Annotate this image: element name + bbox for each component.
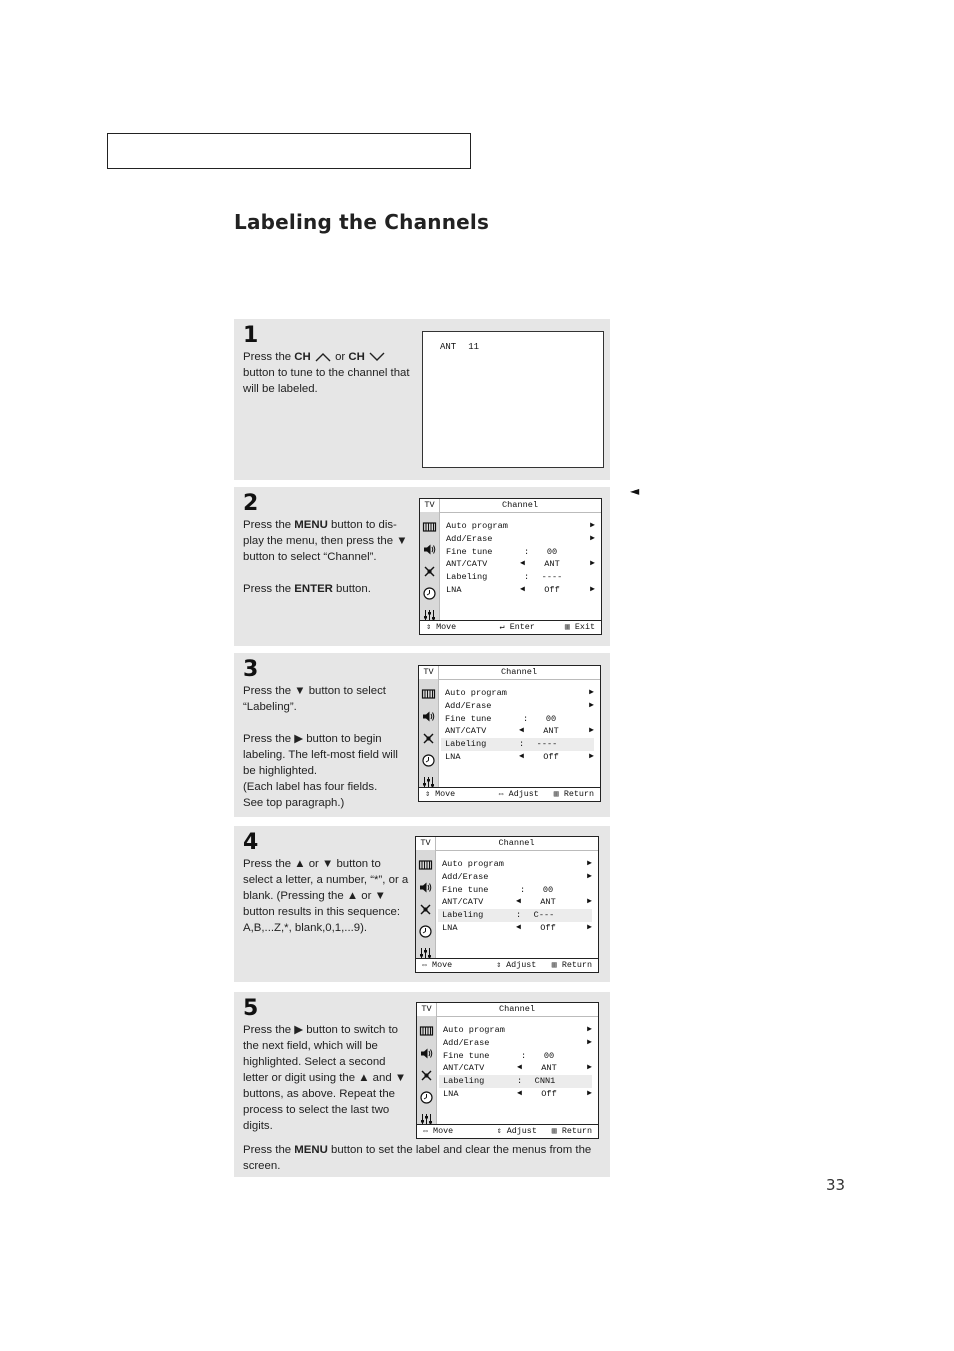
menu-title: Channel [436,1003,598,1017]
tv-mode-tag: TV [416,837,436,850]
left-arrow-icon[interactable]: ◀ [519,751,524,761]
channel-icon[interactable] [419,1068,434,1083]
menu-item-colon: : [521,1050,527,1061]
menu-item-label: LNA [442,922,458,933]
menu-item-value: ANT [543,726,559,737]
right-arrow-icon[interactable]: ▶ [587,1088,592,1098]
menu-item-colon: : [523,713,529,724]
menu-item-value: Off [540,922,556,933]
menu-item-value: 00 [545,713,557,724]
menu-item-value: ---- [541,572,563,583]
menu-item-label: Labeling [442,910,484,921]
menu-item-label: ANT/CATV [445,726,487,737]
menu-item-value: C--- [533,910,555,921]
right-arrow-icon[interactable]: ▶ [589,688,594,697]
menu-title: Channel [438,666,600,680]
menu-item-label: ANT/CATV [442,897,484,908]
step-instructions [243,856,411,936]
menu-footer-hint: ▥ Return [553,789,594,799]
step-4 [234,826,610,982]
picture-icon[interactable] [422,520,437,535]
menu-footer [417,1124,598,1138]
menu-item-colon: : [520,884,526,895]
menu-item[interactable] [445,700,594,713]
menu-item-value: ---- [536,739,558,750]
left-arrow-icon[interactable]: ◀ [517,1063,522,1073]
step-number: 1 [243,323,259,348]
ch-down-icon [368,352,386,362]
step-instructions [243,349,411,397]
menu-item-label: Fine tune [442,884,489,895]
step-instructions [243,517,411,597]
menu-item[interactable] [445,725,594,738]
menu-item-value: ANT [540,897,556,908]
tv-mode-tag: TV [419,666,439,679]
right-arrow-icon[interactable]: ▶ [590,559,595,569]
step-instructions [243,683,411,811]
sound-icon[interactable] [418,880,433,895]
menu-footer [419,787,600,801]
step-footer-text: Press the MENU button to set the label and clear the menus from the screen. [243,1144,592,1172]
menu-footer-hint: ⇕ Adjust [496,1126,537,1136]
time-icon[interactable] [422,586,437,601]
channel-menu [418,665,601,802]
menu-item[interactable] [442,896,592,909]
menu-item-colon: : [524,572,530,583]
menu-item[interactable] [445,687,594,700]
menu-item[interactable] [442,884,592,897]
tv-screen [422,331,604,468]
sound-icon[interactable] [421,709,436,724]
right-arrow-icon[interactable]: ▶ [590,533,595,543]
menu-footer [416,958,598,972]
menu-item-label: LNA [443,1088,459,1099]
menu-item[interactable] [442,858,592,871]
menu-item[interactable] [446,571,595,584]
picture-icon[interactable] [418,858,433,873]
menu-rows [446,520,595,597]
menu-item[interactable] [443,1050,592,1063]
menu-item-label: Auto program [442,859,504,869]
menu-title: Channel [439,499,601,513]
menu-item-label: LNA [446,584,462,595]
menu-item[interactable] [439,1075,592,1088]
menu-footer-hint: ▥ Return [551,960,592,970]
menu-icon-column [416,850,436,959]
channel-icon[interactable] [421,731,436,746]
osd-channel: 11 [468,342,480,352]
step-5 [234,992,610,1177]
right-arrow-icon[interactable]: ▶ [587,1037,592,1047]
menu-item[interactable] [443,1088,592,1101]
menu-item-label: Auto program [443,1025,505,1035]
time-icon[interactable] [418,924,433,939]
menu-item[interactable] [443,1062,592,1075]
menu-icon-column [419,679,439,788]
menu-item[interactable] [445,751,594,764]
step-2 [234,487,610,646]
step-paragraph: Press the ▶ button to begin labeling. The left-most field will be highlighted. (Each label has four fields. See top paragraph.) [243,733,398,809]
left-arrow-icon[interactable]: ◀ [520,584,525,594]
menu-item-label: Add/Erase [445,700,492,711]
step-1 [234,319,610,480]
tv-mode-tag: TV [420,499,440,512]
menu-item-label: Fine tune [443,1050,490,1061]
menu-item-colon: : [516,910,522,921]
right-arrow-icon[interactable]: ▶ [587,871,592,881]
picture-icon[interactable] [419,1024,434,1039]
step-number: 3 [243,657,259,682]
channel-menu [415,836,599,973]
menu-footer-hint: ↵ Enter [499,622,535,632]
menu-item-value: CNN1 [534,1076,556,1087]
menu-item[interactable] [446,558,595,571]
picture-icon[interactable] [421,687,436,702]
right-arrow-icon[interactable]: ▶ [590,584,595,594]
menu-item-colon: : [524,546,530,557]
menu-footer-hint: ⇕ Move [426,622,457,632]
menu-item-label: ANT/CATV [443,1063,485,1074]
tv-mode-tag: TV [417,1003,437,1016]
menu-item-value: ANT [544,559,560,570]
sound-icon[interactable] [422,542,437,557]
right-arrow-icon[interactable]: ▶ [587,859,592,868]
left-arrow-icon[interactable]: ◀ [516,922,521,932]
menu-item-value: Off [544,584,560,595]
ch-up-icon [314,352,332,362]
step-paragraph: Press the ENTER button. [243,583,371,595]
menu-item[interactable] [446,584,595,597]
channel-icon[interactable] [422,564,437,579]
menu-rows [445,687,594,764]
menu-item-label: Auto program [445,688,507,698]
menu-item-value: Off [541,1088,557,1099]
right-arrow-icon[interactable]: ▶ [587,1025,592,1034]
right-arrow-icon[interactable]: ▶ [589,726,594,736]
step-number: 4 [243,830,259,855]
left-arrow-icon[interactable]: ◀ [516,897,521,907]
channel-menu [419,498,602,635]
menu-footer-hint: ▥ Exit [564,622,595,632]
right-arrow-icon[interactable]: ▶ [589,700,594,710]
right-arrow-icon[interactable]: ▶ [587,897,592,907]
menu-item[interactable] [445,713,594,726]
menu-item-colon: : [517,1076,523,1087]
sound-icon[interactable] [419,1046,434,1061]
menu-item-value: 00 [546,546,558,557]
menu-item[interactable] [446,520,595,533]
channel-osd [438,342,481,352]
menu-item-colon: : [519,739,525,750]
menu-footer-hint: ▥ Return [551,1126,592,1136]
step-paragraph: Press the MENU button to dis-play the menu, then press the ▼ button to select “Channel”. [243,519,408,563]
menu-item-label: Add/Erase [446,533,493,544]
step-paragraph: Press the CH or CH button to tune to the channel that will be labeled. [243,351,410,395]
menu-footer [420,620,601,634]
menu-item[interactable] [442,871,592,884]
step-paragraph: Press the ▲ or ▼ button to select a letter, a number, “*”, or a blank. (Pressing the ▲ or ▼ button results in this sequence: A,B,...Z,*, blank,0,1,...9). [243,858,409,934]
page-number: 33 [826,1176,846,1194]
osd-ant: ANT [440,342,457,352]
menu-item-label: Add/Erase [442,871,489,882]
menu-item-label: Labeling [445,739,487,750]
header-box [107,133,471,169]
left-arrow-icon[interactable]: ◀ [520,559,525,569]
menu-icon-column [420,512,440,621]
step-3 [234,653,610,817]
channel-icon[interactable] [418,902,433,917]
right-arrow-icon[interactable]: ▶ [589,751,594,761]
menu-item-label: LNA [445,751,461,762]
right-arrow-icon[interactable]: ▶ [590,521,595,530]
step-paragraph: Press the ▼ button to select “Labeling”. [243,685,386,713]
menu-item[interactable] [443,1024,592,1037]
menu-item-label: Auto program [446,521,508,531]
channel-menu [416,1002,599,1139]
menu-footer-hint: ⇕ Adjust [496,960,537,970]
menu-item-label: ANT/CATV [446,559,488,570]
step-instructions [243,1022,411,1134]
menu-item[interactable] [441,738,594,751]
menu-item[interactable] [438,909,592,922]
menu-footer-hint: ⇔ Adjust [498,789,539,799]
left-arrow-icon[interactable]: ◀ [519,726,524,736]
right-arrow-icon[interactable]: ▶ [587,1063,592,1073]
page-title: Labeling the Channels [234,210,490,234]
menu-footer-hint: ⇕ Move [425,789,456,799]
menu-item-value: Off [543,751,559,762]
menu-title: Channel [435,837,598,851]
step-number: 5 [243,996,259,1021]
menu-item-value: ANT [541,1063,557,1074]
menu-item-label: Labeling [443,1076,485,1087]
menu-item[interactable] [446,546,595,559]
menu-item-label: Fine tune [445,713,492,724]
menu-item-label: Labeling [446,572,488,583]
menu-item[interactable] [442,922,592,935]
menu-item[interactable] [446,533,595,546]
menu-footer-hint: ⇔ Move [423,1126,454,1136]
right-arrow-icon[interactable]: ▶ [587,922,592,932]
step-paragraph: Press the ▶ button to switch to the next field, which will be highlighted. Select a second letter or digit using the ▲ and ▼ buttons, as above. Repeat the process to select the last two digits. [243,1024,407,1132]
menu-footer-hint: ⇔ Move [422,960,453,970]
menu-item-value: 00 [542,884,554,895]
menu-item-value: 00 [543,1050,555,1061]
menu-item-label: Fine tune [446,546,493,557]
menu-icon-column [417,1016,437,1125]
time-icon[interactable] [419,1090,434,1105]
menu-item-label: Add/Erase [443,1037,490,1048]
side-arrow-marker: ◄ [630,484,640,498]
left-arrow-icon[interactable]: ◀ [517,1088,522,1098]
menu-rows [443,1024,592,1101]
time-icon[interactable] [421,753,436,768]
menu-item[interactable] [443,1037,592,1050]
step-number: 2 [243,491,259,516]
menu-rows [442,858,592,935]
